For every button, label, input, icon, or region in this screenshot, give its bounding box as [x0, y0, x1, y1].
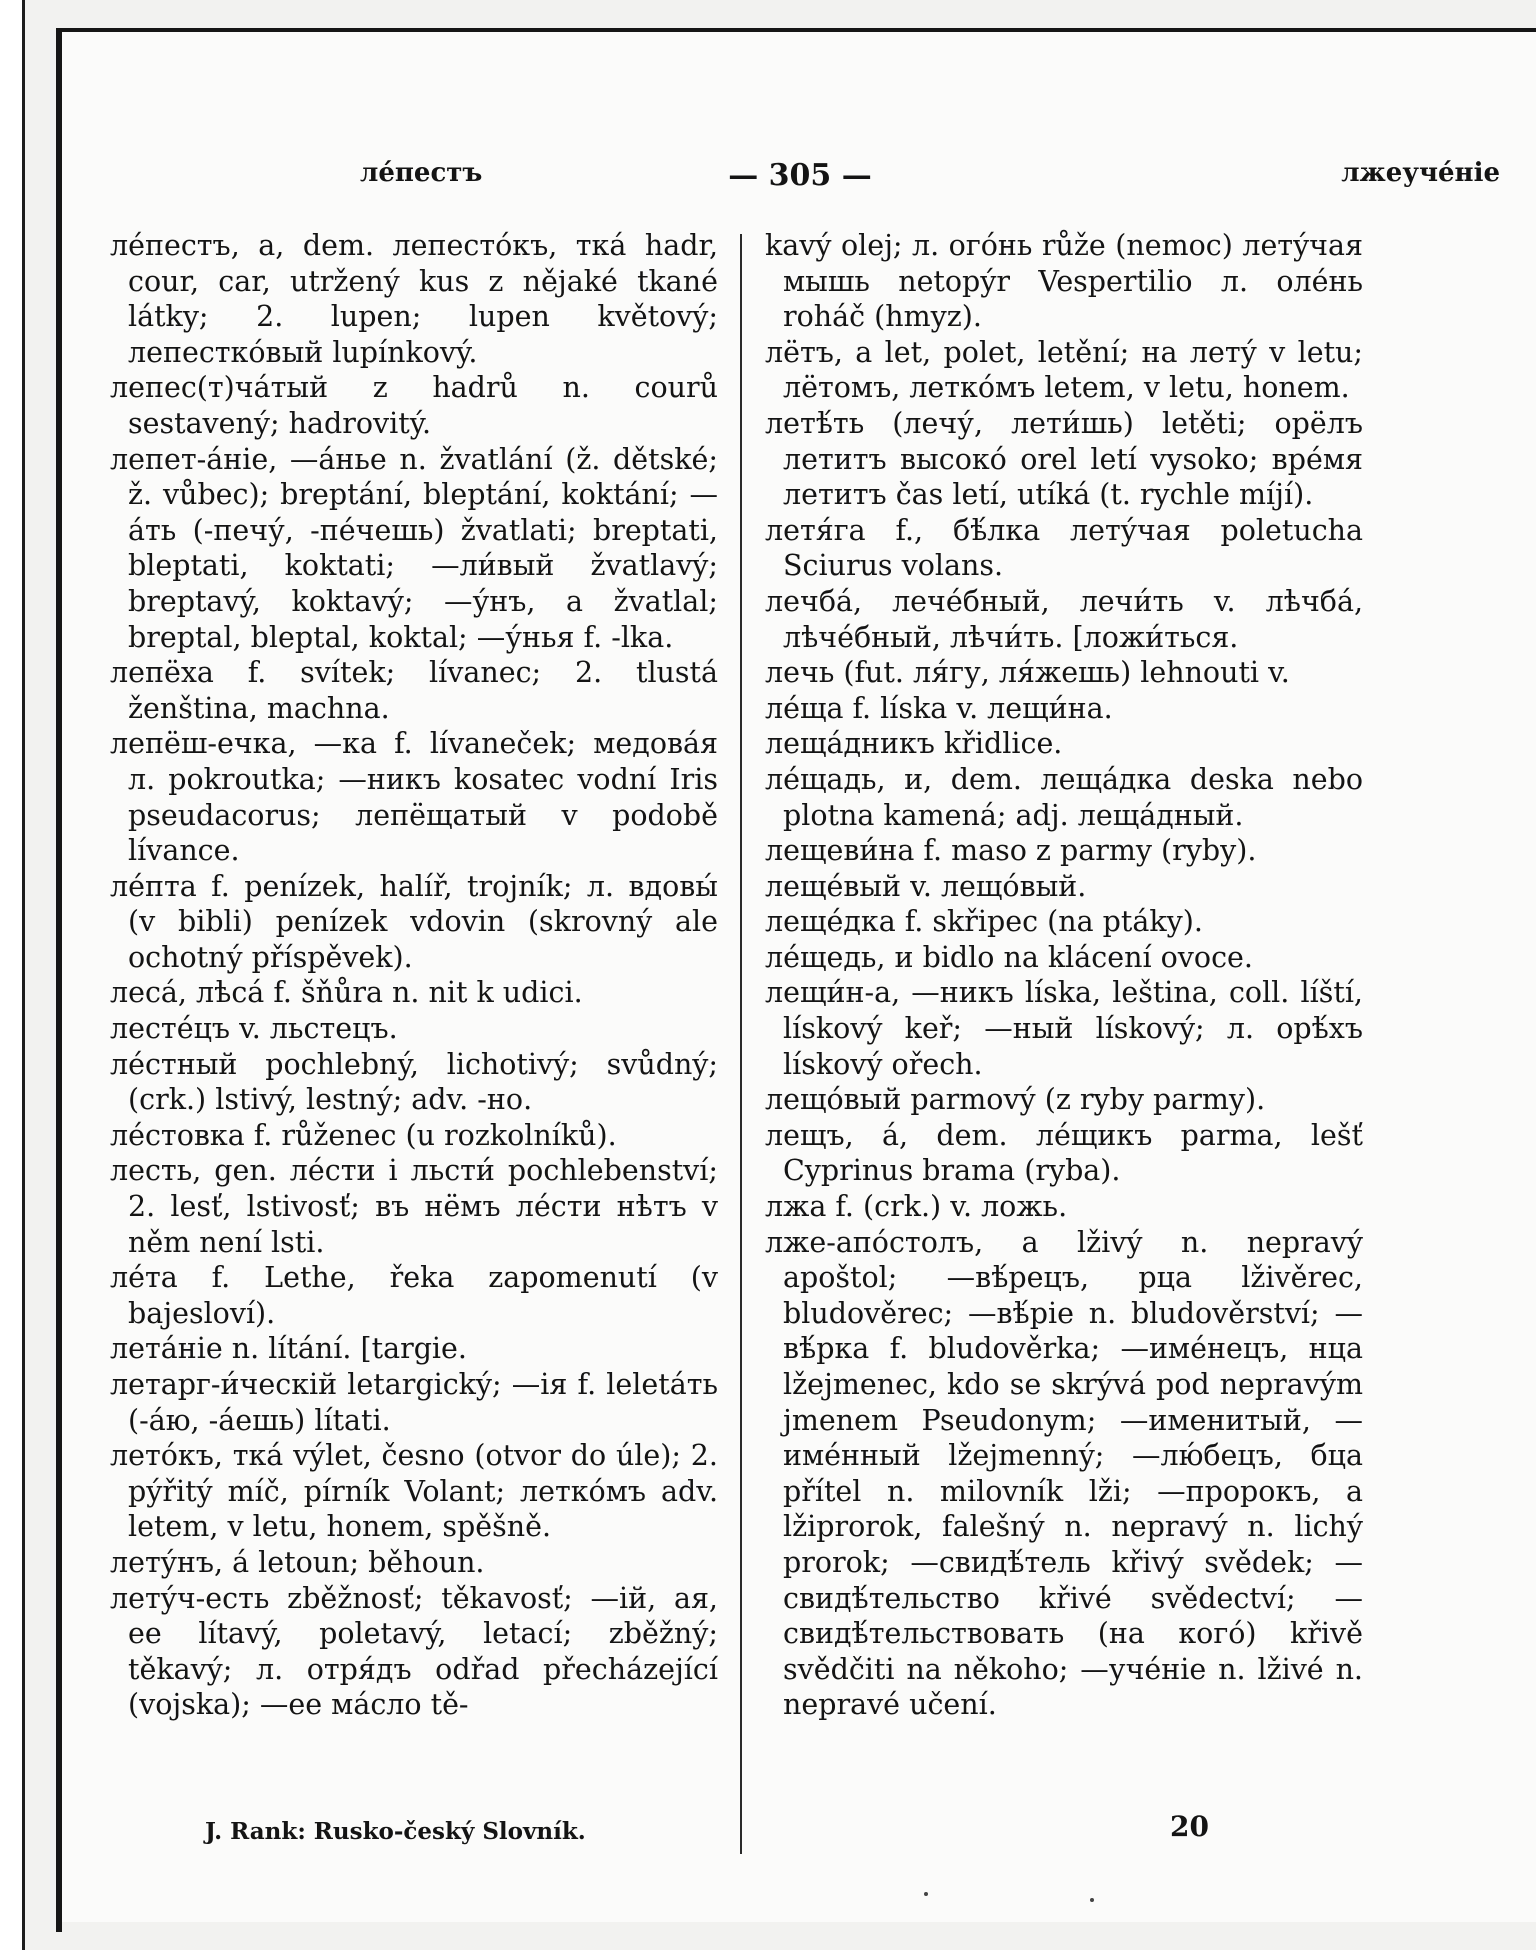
left-column [110, 228, 718, 1723]
dictionary-entry: лéпта f. penízek, halíř, trojník; л. вдовы́ (v bibli) penízek vdovin (skrovný ale ochotný příspěvek). [110, 869, 718, 974]
dictionary-entry: лётъ, а let, polet, letění; на летý v letu; лётомъ, леткóмъ letem, v letu, honem. [765, 335, 1363, 405]
dictionary-entry: лещóвый parmový (z ryby parmy). [765, 1083, 1266, 1117]
header-left-guide-word: лéпестъ [360, 158, 483, 188]
dictionary-entry: летýч-есть zběžnosť; těkavosť; —ій, ая, ее lítavý, poletavý, letací; zběžný; těkavý; л. отря́дъ odřad přecházející (vojska); —ее ма́сло tě- [110, 1581, 718, 1722]
dictionary-entry: леса́, лѣса́ f. šňůra n. nit k udici. [110, 976, 583, 1010]
dictionary-entry: лещеви́на f. maso z parmy (ryby). [765, 834, 1257, 868]
dictionary-entry: лепёш-ечка, —ка f. lívaneček; медова́я л. pokroutka; —никъ kosatec vodní Iris pseudacorus; лепёщатый v podobě lívance. [110, 727, 718, 868]
dictionary-entry: летарг-и́ческій letargický; —ія f. leletáть (-áю, -áешь) lítati. [110, 1368, 718, 1437]
dictionary-entry: лещéвый v. лещóвый. [765, 869, 1087, 903]
dictionary-entry: лéщедь, и bidlo na klácení ovoce. [765, 940, 1253, 974]
dictionary-entry: лепёха f. svítek; lívanec; 2. tlustá ženština, machna. [110, 656, 718, 725]
dictionary-entry: летóкъ, тка́ výlet, česno (otvor do úle); 2. pýřitý míč, pírník Volant; леткóмъ adv. letem, v letu, honem, spěšně. [110, 1439, 718, 1544]
dictionary-entry: лещéдка f. skřipec (na ptáky). [765, 905, 1203, 939]
dictionary-entry: лещи́н-а, —никъ líska, leština, coll. líští, lískový keř; —ный lískový; л. орѣ́хъ lískový ořech. [765, 976, 1363, 1081]
dictionary-entry: kavý olej; л. огóнь růže (nemoc) летýчая мышь netopýr Vespertilio л. олéнь roháč (hmyz). [765, 229, 1363, 334]
dictionary-entry: лéща f. líska v. лещи́на. [765, 691, 1113, 725]
print-speck [1090, 1898, 1094, 1902]
dictionary-entry: лепет-áніе, —áнье n. žvatlání (ž. dětské; ž. vůbec); breptání, bleptání, koktání; —áть (-печу́, -пéчешь) žvatlati; breptati, bleptati, koktati; —ли́вый žvatlavý; breptavý, koktavý; —у́нъ, а žvatlal; breptal, bleptal, koktal; —у́нья f. -lka. [110, 442, 718, 654]
dictionary-entry: лéпестъ, а, dem. лепестóкъ, тка́ hadr, cour, car, utržený kus z nějaké tkané látky; 2. lupen; lupen květový; лепестко́вый lupínkový. [110, 229, 718, 369]
header-right-guide-word: лжеучéніе [1341, 158, 1500, 188]
footer-sheet-number: 20 [1170, 1810, 1209, 1843]
dictionary-entry: лещъ, á, dem. лéщикъ parma, lešť Cyprinus brama (ryba). [765, 1118, 1363, 1188]
dictionary-entry: лесть, gen. лéсти i льсти́ pochlebenství; 2. lesť, lstivosť; въ нёмъ лéсти нѣтъ v něm není lsti. [110, 1154, 718, 1259]
right-column [765, 228, 1363, 1723]
dictionary-entry: лéщадь, и, dem. лещáдка deska nebo plotna kamená; adj. лещáдный. [765, 762, 1363, 832]
dictionary-entry: лéта f. Lethe, řeka zapomenutí (v bajesloví). [110, 1261, 718, 1330]
dictionary-entry: лéстовка f. růženec (u rozkolníků). [110, 1118, 617, 1152]
dictionary-entry: лечба́, лечéбный, лечи́ть v. лѣчба́, лѣчéбный, лѣчи́ть. [ложи́ться. [765, 584, 1363, 654]
dictionary-entry: лéстный pochlebný, lichotivý; svůdný; (crk.) lstivý, lestný; adv. -но. [110, 1047, 718, 1117]
dictionary-entry: лещáдникъ křidlice. [765, 727, 1063, 761]
dictionary-entry: лже-апóстолъ, а lživý n. nepravý apoštol; —вѣ́рецъ, рца lživěrec, bludověrec; —вѣ́ріе n. bludověrství; —вѣ́рка f. bludověrka; —имéнецъ, нца lžejmenec, kdo se skrývá pod nepravým jmenem Pseudonym; —именитый, —имéнный lžejmenný; —лю́бецъ, бца přítel n. milovník lži; —пророкъ, а lžiprorok, falešný n. nepravý n. lichý prorok; —свидѣ́тель křivý svědek; —свидѣ́тельство křivé svědectví; —свидѣ́тельствовать (на когó) křivě svědčiti na někoho; —учéніе n. lživé n. nepravé učení. [765, 1225, 1363, 1722]
adjacent-page-edge [0, 0, 25, 1950]
dictionary-entry: лепес(т)ча́тый z hadrů n. courů sestavený; hadrovitý. [110, 371, 718, 440]
column-divider [740, 234, 742, 1854]
dictionary-entry: летáніе n. lítání. [targie. [110, 1332, 467, 1366]
dictionary-entry: лестéцъ v. льстецъ. [110, 1012, 398, 1046]
dictionary-entry: летѣ́ть (лечу́, лети́шь) letěti; орёлъ летитъ высокó orel letí vysoko; врéмя летитъ čas letí, utíká (t. rychle míjí). [765, 406, 1363, 512]
dictionary-entry: летýнъ, á letoun; běhoun. [110, 1545, 485, 1579]
dictionary-entry: лжа f. (crk.) v. ложь. [765, 1190, 1068, 1224]
page-number: — 305 — [728, 158, 872, 193]
dictionary-entry: лечь (fut. ля́гу, ля́жешь) lehnouti v. [765, 656, 1290, 690]
footer-author: J. Rank: Rusko-český Slovník. [205, 1818, 586, 1845]
dictionary-entry: летя́га f., бѣ́лка летýчая poletucha Sciurus volans. [765, 513, 1363, 583]
running-header [360, 158, 1500, 198]
print-speck [924, 1892, 928, 1896]
